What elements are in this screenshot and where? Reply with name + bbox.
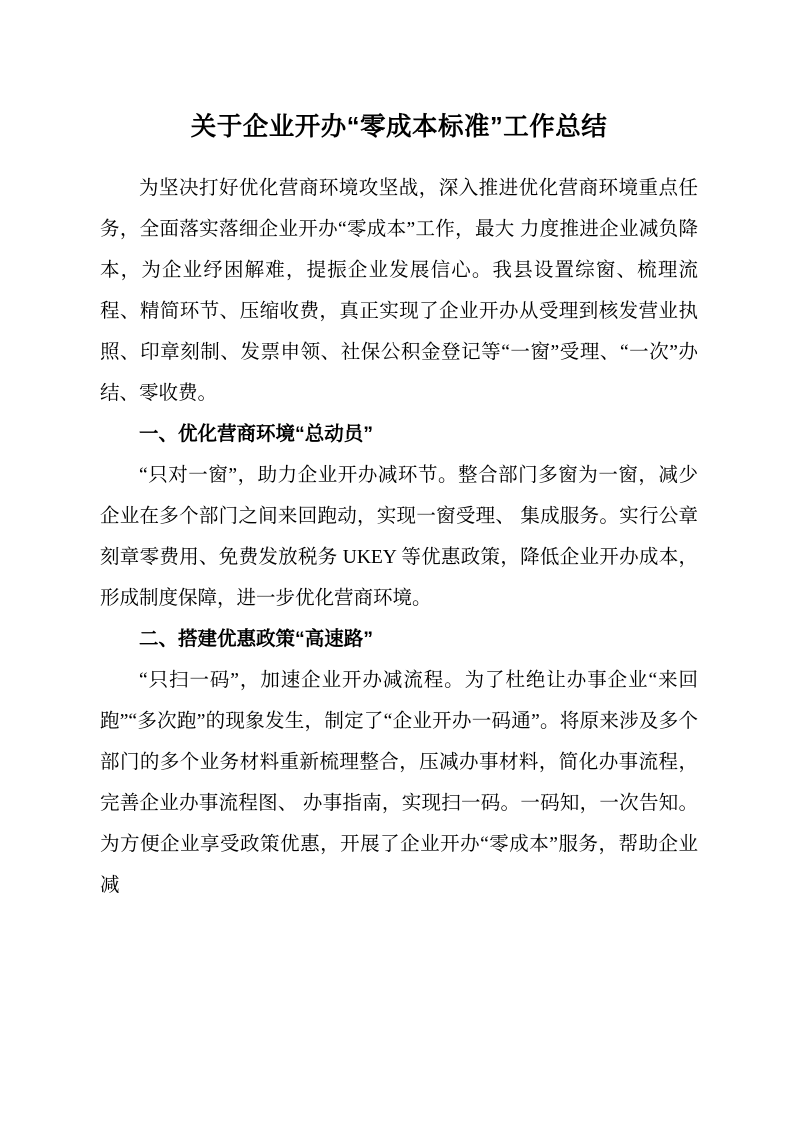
paragraph-section-one: “只对一窗”，助力企业开办减环节。整合部门多窗为一窗，减少企业在多个部门之间来回跑动，实现一窗受理、 集成服务。实行公章刻章零费用、免费发放税务 UKEY 等优惠政策，降低企业开办成本，形成制度保障，进一步优化营商环境。	[100, 464, 698, 609]
page-title: 关于企业开办“零成本标准”工作总结	[190, 113, 608, 141]
paragraph-intro: 为坚决打好优化营商环境攻坚战，深入推进优化营商环境重点任务，全面落实落细企业开办“零成本”工作，最大 力度推进企业减负降本，为企业纾困解难，提振企业发展信心。我县设置综窗、梳理流程、精简环节、压缩收费，真正实现了企业开办从受理到核发营业执照、印章刻制、发票申领、社保公积金登记等“一窗”受理、“一次”办结、零收费。	[100, 177, 698, 404]
paragraph-section-two: “只扫一码”，加速企业开办减流程。为了杜绝让办事企业“来回跑”“多次跑”的现象发生，制定了“企业开办一码通”。将原来涉及多个部门的多个业务材料重新梳理整合，压减办事材料，简化办事流程，完善企业办事流程图、 办事指南，实现扫一码。一码知，一次告知。为方便企业享受政策优惠，开展了企业开办“零成本”服务，帮助企业减	[100, 669, 698, 896]
section-heading-one: 一、优化营商环境“总动员”	[139, 422, 374, 445]
document-body	[100, 168, 698, 906]
section-heading-two: 二、搭建优惠政策“高速路”	[139, 627, 374, 650]
